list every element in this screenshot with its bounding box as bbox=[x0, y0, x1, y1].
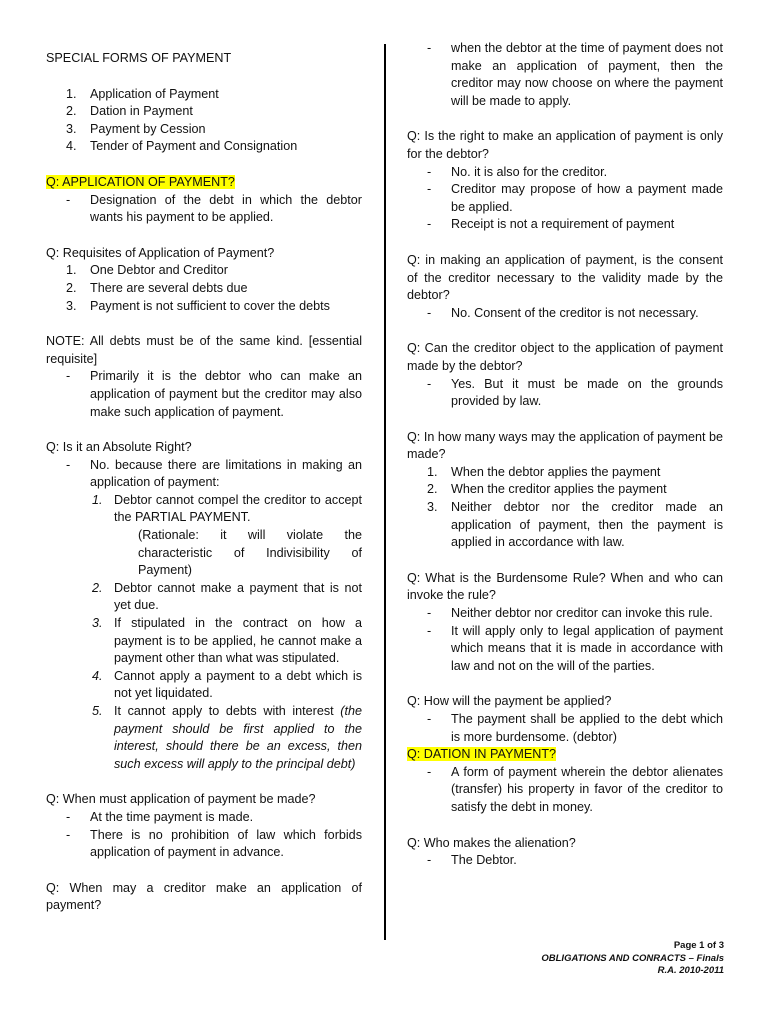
section-heading-application: Q: APPLICATION OF PAYMENT? bbox=[46, 174, 235, 189]
list-item: 1. Application of Payment bbox=[66, 86, 219, 101]
left-column bbox=[46, 40, 362, 915]
page-number: Page 1 of 3 bbox=[673, 940, 724, 951]
school-year: R.A. 2010-2011 bbox=[657, 965, 724, 976]
bullet-item: - The Debtor. bbox=[427, 853, 517, 868]
list-item: 2. There are several debts due bbox=[66, 280, 248, 295]
course-label: OBLIGATIONS AND CONRACTS – Finals bbox=[541, 952, 724, 964]
bullet-item: - There is no prohibition of law which forbids application of payment in advance. bbox=[66, 827, 362, 860]
question: Q: Who makes the alienation? bbox=[407, 835, 576, 850]
question: Q: Requisites of Application of Payment? bbox=[46, 245, 275, 260]
question: Q: How will the payment be applied? bbox=[407, 694, 612, 709]
question: Q: When may a creditor make an application of payment? bbox=[46, 880, 362, 913]
bullet-item: - Receipt is not a requirement of payment bbox=[427, 217, 675, 232]
limitation-note: (Rationale: it will violate the characteristic of Indivisibility of Payment) bbox=[138, 528, 362, 578]
column-divider bbox=[384, 44, 386, 940]
bullet-item: - Designation of the debt in which the debtor wants his payment to be applied. bbox=[66, 192, 362, 225]
list-item: 4. Tender of Payment and Consignation bbox=[66, 139, 298, 154]
bullet-item: - Creditor may propose of how a payment made be applied. bbox=[427, 182, 723, 214]
question: Q: Is the right to make an application of payment is only for the debtor? bbox=[407, 129, 723, 161]
question: Q: Can the creditor object to the application of payment made by the debtor? bbox=[407, 341, 723, 373]
question: Q: What is the Burdensome Rule? When and who can invoke the rule? bbox=[407, 570, 723, 603]
document-title: SPECIAL FORMS OF PAYMENT bbox=[46, 51, 232, 65]
page-footer bbox=[541, 940, 724, 978]
limitation-item: 1. Debtor cannot compel the creditor to accept the PARTIAL PAYMENT. bbox=[92, 492, 362, 525]
limitation-item: 5. It cannot apply to debts with interest (the payment should be first applied to the interest, should there be an excess, then such excess will apply to the principal debt) bbox=[92, 704, 362, 771]
bullet-item: - The payment shall be applied to the debt which is more burdensome. (debtor) bbox=[427, 712, 723, 744]
limitation-item: 4. Cannot apply a payment to a debt which is not yet liquidated. bbox=[92, 668, 362, 701]
question: Q: Is it an Absolute Right? bbox=[46, 440, 192, 455]
list-item: 2. Dation in Payment bbox=[66, 104, 193, 119]
section-heading-dation: Q: DATION IN PAYMENT? bbox=[407, 747, 557, 762]
bullet-item: - No. it is also for the creditor. bbox=[427, 164, 608, 179]
limitation-item: 3. If stipulated in the contract on how a payment is to be applied, he cannot make a payment other than what was stipulated. bbox=[92, 616, 362, 666]
bullet-item: - when the debtor at the time of payment does not make an application of payment, then the creditor may now choose on where the payment will be made to apply. bbox=[427, 41, 723, 108]
list-item: 1. When the debtor applies the payment bbox=[427, 464, 661, 479]
list-item: 3. Neither debtor nor the creditor made an application of payment, then the payment is applied in accordance with law. bbox=[427, 500, 723, 550]
bullet-item: - Yes. But it must be made on the grounds provided by law. bbox=[427, 376, 723, 409]
note: NOTE: All debts must be of the same kind. [essential requisite] bbox=[46, 334, 362, 366]
bullet-item: - Primarily it is the debtor who can make an application of payment but the creditor may also make such application of payment. bbox=[66, 369, 362, 419]
bullet-item: - It will apply only to legal application of payment which means that it is made in accordance with law and not on the will of the parties. bbox=[427, 623, 723, 673]
bullet-item: - Neither debtor nor creditor can invoke this rule. bbox=[427, 606, 713, 621]
bullet-item: - At the time payment is made. bbox=[66, 809, 254, 824]
list-item: 3. Payment is not sufficient to cover the debts bbox=[66, 298, 330, 313]
bullet-item: - No. because there are limitations in making an application of payment: bbox=[66, 457, 362, 490]
question: Q: In how many ways may the application of payment be made? bbox=[407, 429, 723, 462]
limitation-item: 2. Debtor cannot make a payment that is not yet due. bbox=[92, 580, 362, 613]
question: Q: in making an application of payment, is the consent of the creditor necessary to the validity made by the debtor? bbox=[407, 252, 723, 303]
list-item: 3. Payment by Cession bbox=[66, 121, 206, 136]
bullet-item: - A form of payment wherein the debtor alienates (transfer) his property in favor of the creditor to satisfy the debt in money. bbox=[427, 764, 723, 814]
list-item: 1. One Debtor and Creditor bbox=[66, 263, 228, 278]
question: Q: When must application of payment be made? bbox=[46, 792, 316, 807]
list-item: 2. When the creditor applies the payment bbox=[427, 482, 667, 497]
right-column bbox=[407, 40, 723, 870]
bullet-item: - No. Consent of the creditor is not necessary. bbox=[427, 305, 699, 320]
